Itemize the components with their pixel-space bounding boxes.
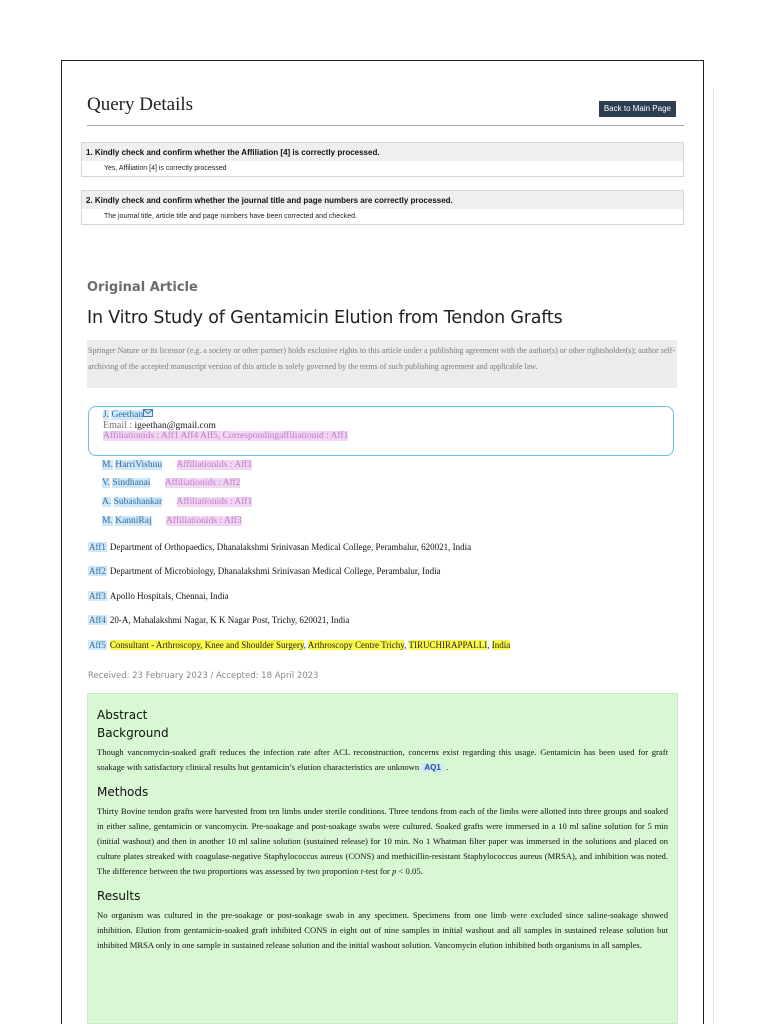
query-details-header — [87, 94, 684, 126]
author-row[interactable] — [102, 478, 240, 488]
affiliation-text: Apollo Hospitals, Chennai, India — [109, 591, 229, 601]
affiliation-id: Aff4 — [89, 615, 106, 625]
author-initial: V. — [102, 478, 111, 488]
affiliation-ids: Affiliationids : Aff2 — [164, 478, 241, 488]
affiliation-id: Aff5 — [89, 640, 106, 650]
affiliation-ids: Affiliationids : Aff1 — [176, 460, 253, 470]
methods-text: -test for — [362, 866, 393, 876]
envelope-icon[interactable] — [143, 409, 153, 417]
affiliation-department: Consultant - Arthroscopy, Knee and Shoulder Surgery — [109, 640, 304, 650]
background-paragraph[interactable] — [97, 745, 668, 775]
back-to-main-page-button[interactable]: Back to Main Page — [599, 101, 676, 117]
author-row[interactable] — [102, 497, 252, 507]
query-item — [81, 142, 684, 177]
affiliation-text: 20-A, Mahalakshmi Nagar, K K Nagar Post, Trichy, 620021, India — [109, 615, 350, 625]
affiliation-id: Aff1 — [89, 542, 106, 552]
results-paragraph[interactable]: No organism was cultured in the pre-soakage or post-soakage swab in any specimen. Specimens from one limb were excluded since saline-soakage showed inhibition. Elution from gentamicin-soaked graft inhibited CONS in eight out of nine samples in initial washout and all samples in sustained release solution but inhibited MRSA only in one sample in sustained release solution and the initial washout solution. Vancomycin elution inhibited both organisms in all samples. — [97, 910, 668, 950]
affiliation-organization: Arthroscopy Centre Trichy — [307, 640, 405, 650]
methods-text: < 0.05. — [396, 866, 423, 876]
article-title[interactable]: In Vitro Study of Gentamicin Elution from Tendon Grafts — [87, 308, 563, 328]
affiliation-ids: Affiliationids : Aff1 Aff4 Aff5, Correspondingaffiliationid : Aff1 — [103, 431, 349, 441]
scroll-track[interactable] — [713, 88, 714, 1024]
affiliation-item[interactable] — [88, 566, 441, 576]
affiliation-id: Aff2 — [89, 566, 106, 576]
background-heading: Background — [97, 726, 169, 740]
query-answer[interactable]: The journal title, article title and page numbers have been corrected and checked. — [82, 209, 683, 224]
query-question: 1. Kindly check and confirm whether the Affiliation [4] is correctly processed. — [82, 143, 683, 161]
author-name[interactable]: HarriVishnu — [115, 460, 163, 470]
affiliation-ids: Affiliationids : Aff1 — [176, 497, 253, 507]
author-name[interactable]: Geethan — [111, 410, 144, 420]
author-name[interactable]: Sindhanai — [112, 478, 151, 488]
abstract-heading: Abstract — [97, 708, 148, 722]
methods-heading: Methods — [97, 785, 149, 799]
author-row[interactable] — [102, 516, 242, 526]
background-text: Though vancomycin-soaked graft reduces the infection rate after ACL reconstruction, concerns exist regarding this usage. Gentamicin has been used for graft soakage with satisfactory clinical results but gentamicin’s elution characteristics are unknown — [97, 747, 668, 772]
author-initial: M. — [102, 460, 113, 470]
affiliation-item[interactable] — [88, 615, 349, 625]
query-question: 2. Kindly check and confirm whether the journal title and page numbers are correctly processed. — [82, 191, 683, 209]
results-heading: Results — [97, 889, 141, 903]
email-label: Email : — [103, 420, 133, 431]
email-value[interactable]: igeethan@gmail.com — [134, 421, 216, 431]
abstract-section — [87, 693, 678, 1024]
corresponding-author-box[interactable] — [88, 406, 674, 456]
affiliation-city: TIRUCHIRAPPALLI — [408, 640, 488, 650]
methods-paragraph[interactable] — [97, 804, 668, 879]
author-name[interactable]: Subashankar — [113, 497, 163, 507]
query-details-title: Query Details — [87, 94, 194, 115]
author-initial: M. — [102, 516, 113, 526]
corresponding-author-name-line — [103, 409, 673, 420]
affiliation-ids-line — [103, 431, 673, 441]
affiliation-item[interactable]: Aff5 Consultant - Arthroscopy, Knee and Shoulder Surgery, Arthroscopy Centre Trichy, TIRUCHIRAPPALLI, India — [89, 640, 511, 650]
affiliation-id: Aff3 — [89, 591, 106, 601]
affiliation-country: India — [491, 640, 511, 650]
affiliation-text: Department of Microbiology, Dhanalakshmi Srinivasan Medical College, Perambalur, India — [109, 566, 441, 576]
affiliation-text: Department of Orthopaedics, Dhanalakshmi Srinivasan Medical College, Perambalur, 620021, India — [109, 542, 472, 552]
author-name[interactable]: KanniRaj — [115, 516, 152, 526]
methods-text: Thirty Bovine tendon grafts were harvested from ten limbs under sterile conditions. Three tendons from each of the limbs were allotted into three groups and soaked in either saline, gentamicin or vancomycin. Pre-soakage and post-soakage swabs were cultured. Soaked grafts were immersed in a 10 ml saline solution for 5 min (initial washout) and then in another 10 ml saline solution (sustained release) for 10 min. No 1 Whatman filter paper was immersed in the solutions and placed on culture plates streaked with coagulase-negative Staphylococcus aureus (CONS) and methicillin-resistant Staphylococcus aureus (MRSA), and inhibition was noted. The difference between the two proportions was assessed by two proportion — [97, 806, 668, 876]
author-initial: J. — [103, 410, 110, 420]
rights-statement: Springer Nature or its licensor (e.g. a society or other partner) holds exclusive rights to this article under a publishing agreement with the author(s) or other rightsholder(s); author self-archiving of the accepted manuscript version of this article is solely governed by the terms of such publishing agreement and applicable law. — [87, 340, 677, 388]
query-answer[interactable]: Yes, Affiliation [4] is correctly processed — [82, 161, 683, 176]
methods-p-symbol: p — [392, 866, 397, 876]
query-item — [81, 190, 684, 225]
author-initial: A. — [102, 497, 112, 507]
email-line — [103, 420, 673, 431]
affiliation-ids: Affiliationids : Aff3 — [166, 516, 242, 526]
author-query-tag[interactable]: AQ1 — [421, 763, 443, 772]
author-row[interactable] — [102, 460, 252, 470]
article-dates: Received: 23 February 2023 / Accepted: 18 April 2023 — [88, 671, 319, 681]
affiliation-item[interactable] — [88, 591, 229, 601]
background-end: . — [445, 762, 449, 772]
affiliation-item[interactable] — [88, 542, 471, 552]
methods-t-symbol: t — [360, 866, 363, 876]
article-category: Original Article — [87, 280, 198, 295]
